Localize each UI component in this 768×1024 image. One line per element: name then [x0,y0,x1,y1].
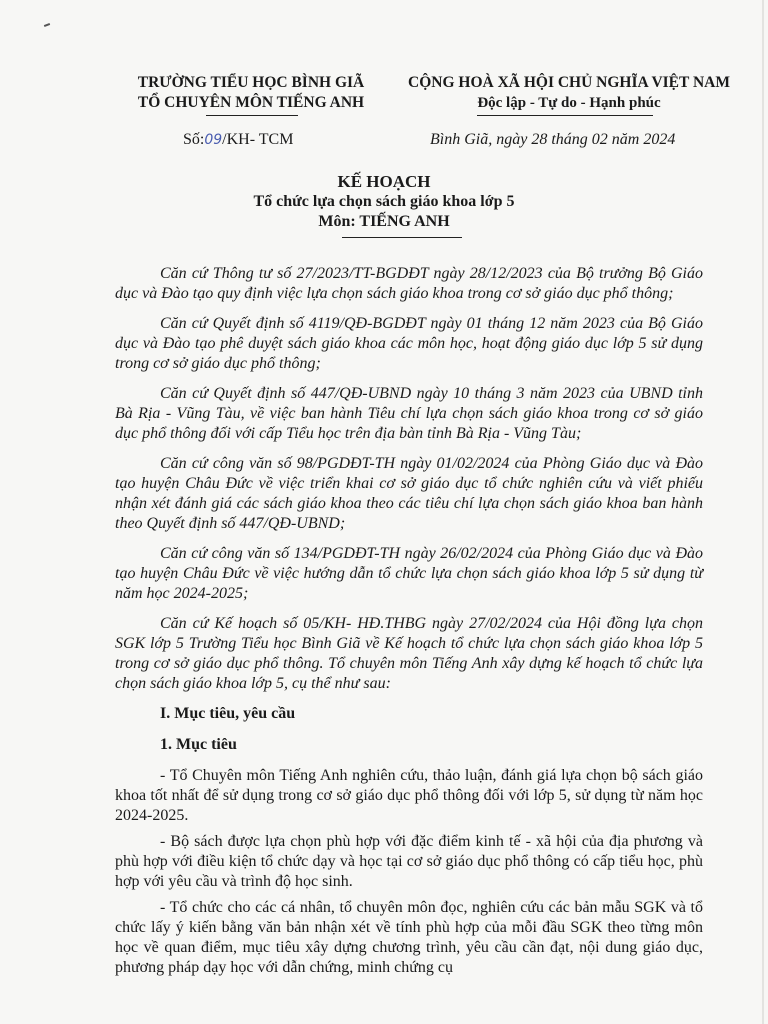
document-subtitle: Tổ chức lựa chọn sách giáo khoa lớp 5 [253,193,515,210]
document-subject: Môn: TIẾNG ANH [318,213,450,230]
document-date: Bình Giã, ngày 28 tháng 02 năm 2024 [430,131,676,148]
section-heading: I. Mục tiêu, yêu cầu [160,705,296,722]
header-left-rule [206,115,298,116]
national-motto: Độc lập - Tự do - Hạnh phúc [477,95,661,111]
legal-basis-2: Căn cứ Quyết định số 4119/QĐ-BGDĐT ngày 01 tháng 12 năm 2023 của Bộ Giáo dục và Đào tạo phê duyệt sách giáo khoa các môn học, hoạt động giáo dục lớp 5 sử dụng trong cơ sở giáo dục phổ thông; [115,315,703,372]
legal-basis-3: Căn cứ Quyết định số 447/QĐ-UBND ngày 10 tháng 3 năm 2023 của UBND tỉnh Bà Rịa - Vũng Tàu, về việc ban hành Tiêu chí lựa chọn sách giáo khoa trong cơ sở giáo dục phổ thông đối với cấp Tiểu học trên địa bàn tỉnh Bà Rịa - Vũng Tàu; [115,385,703,442]
objective-item-3: - Tổ chức cho các cá nhân, tổ chuyên môn đọc, nghiên cứu các bản mẫu SGK và tổ chức lấy ý kiến bằng văn bản nhận xét về tính phù hợp của mỗi đầu SGK theo từng môn học về quan điểm, mục tiêu xây dựng chương trình, yêu cầu cần đạt, nội dung giáo dục, phương pháp dạy học với dẫn chứng, minh chứng cụ [115,899,703,976]
header-right-rule [477,115,653,116]
department-name: TỔ CHUYÊN MÔN TIẾNG ANH [137,94,365,111]
objective-item-1: - Tổ Chuyên môn Tiếng Anh nghiên cứu, thảo luận, đánh giá lựa chọn bộ sách giáo khoa tốt nhất để sử dụng trong cơ sở giáo dục phổ thông đối với lớp 5, sử dụng từ năm học 2024-2025. [115,767,703,824]
legal-basis-1: Căn cứ Thông tư số 27/2023/TT-BGDĐT ngày 28/12/2023 của Bộ trưởng Bộ Giáo dục và Đào tạo quy định việc lựa chọn sách giáo khoa trong cơ sở giáo dục phổ thông; [115,265,703,302]
scan-edge [762,0,764,1024]
national-title: CỘNG HOÀ XÃ HỘI CHỦ NGHĨA VIỆT NAM [408,74,730,91]
school-name: TRƯỜNG TIỂU HỌC BÌNH GIÃ [137,74,365,91]
number-handwritten: 09 [204,132,223,148]
title-rule [342,237,462,238]
national-header [388,73,750,113]
document-number [183,131,293,149]
number-suffix: /KH- TCM [222,131,294,148]
scan-mark [44,23,50,27]
school-header [120,73,382,113]
number-prefix: Số: [183,131,205,148]
legal-basis-4: Căn cứ công văn số 98/PGDĐT-TH ngày 01/02/2024 của Phòng Giáo dục và Đào tạo huyện Châu Đức về việc triển khai cơ sở giáo dục tổ chức nghiên cứu và viết phiếu nhận xét đánh giá các sách giáo khoa theo các tiêu chí lựa chọn sách giáo khoa ban hành theo Quyết định số 447/QĐ-UBND; [115,455,703,532]
document-body [115,264,703,984]
subsection-heading: 1. Mục tiêu [160,736,237,753]
legal-basis-6: Căn cứ Kế hoạch số 05/KH- HĐ.THBG ngày 27/02/2024 của Hội đồng lựa chọn SGK lớp 5 Trường Tiểu học Bình Giã về Kế hoạch tổ chức lựa chọn sách giáo khoa lớp 5 trong cơ sở giáo dục phổ thông. Tổ chuyên môn Tiếng Anh xây dựng kế hoạch tổ chức lựa chọn sách giáo khoa lớp 5, cụ thể như sau: [115,615,703,692]
legal-basis-5: Căn cứ công văn số 134/PGDĐT-TH ngày 26/02/2024 của Phòng Giáo dục và Đào tạo huyện Châu Đức về việc hướng dẫn tổ chức lựa chọn sách giáo khoa lớp 5 sử dụng từ năm học 2024-2025; [115,545,703,602]
objective-item-2: - Bộ sách được lựa chọn phù hợp với đặc điểm kinh tế - xã hội của địa phương và phù hợp với điều kiện tổ chức dạy và học tại cơ sở giáo dục phổ thông có cấp tiểu học, phù hợp với yêu cầu và trình độ học sinh. [115,833,703,890]
document-title: KẾ HOẠCH [337,172,431,191]
